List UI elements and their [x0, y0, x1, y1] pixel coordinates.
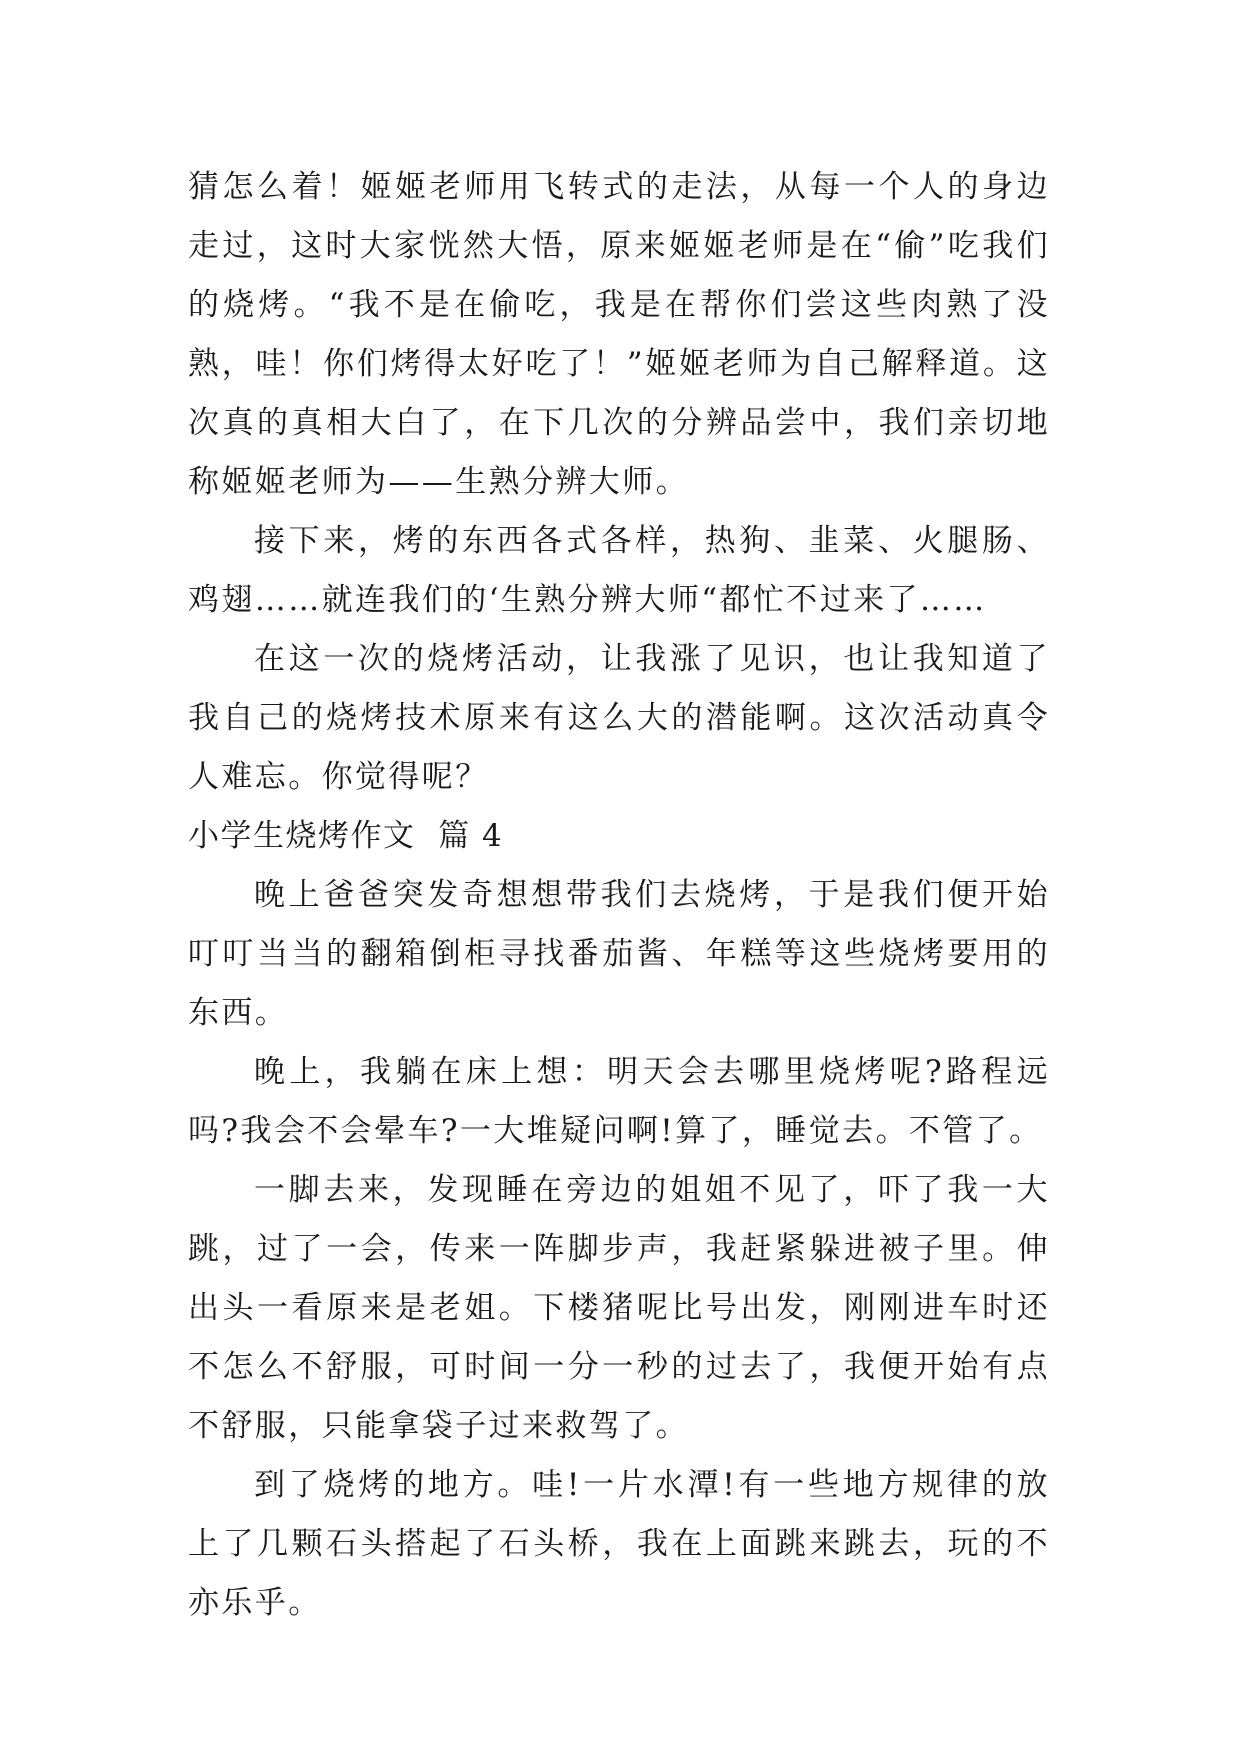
paragraph-6: 一脚去来，发现睡在旁边的姐姐不见了，吓了我一大跳，过了一会，传来一阵脚步声，我赶紧躲进被子里。伸出头一看原来是老姐。下楼猪呢比号出发，刚刚进车时还不怎么不舒服，可时间一分一秒的过去了，我便开始有点不舒服，只能拿袋子过来救驾了。 [188, 1172, 1050, 1444]
paragraph-3: 在这一次的烧烤活动，让我涨了见识，也让我知道了我自己的烧烤技术原来有这么大的潜能啊。这次活动真令人难忘。你觉得呢？ [188, 641, 1050, 795]
paragraph-5: 晚上，我躺在床上想：明天会去哪里烧烤呢?路程远吗?我会不会晕车?一大堆疑问啊!算了，睡觉去。不管了。 [188, 1054, 1050, 1149]
paragraph-2: 接下来，烤的东西各式各样，热狗、韭菜、火腿肠、鸡翅……就连我们的‘生熟分辨大师“都忙不过来了…… [188, 523, 1050, 618]
paragraph-4: 晚上爸爸突发奇想想带我们去烧烤，于是我们便开始叮叮当当的翻箱倒柜寻找番茄酱、年糕等这些烧烤要用的东西。 [188, 877, 1050, 1031]
section-heading: 小学生烧烤作文 篇 4 [188, 818, 504, 854]
paragraph-7: 到了烧烤的地方。哇!一片水潭!有一些地方规律的放上了几颗石头搭起了石头桥，我在上面跳来跳去，玩的不亦乐乎。 [188, 1467, 1050, 1621]
document-page [188, 158, 1050, 1633]
paragraph-1: 猜怎么着！姬姬老师用飞转式的走法，从每一个人的身边走过，这时大家恍然大悟，原来姬姬老师是在“偷”吃我们的烧烤。“我不是在偷吃，我是在帮你们尝这些肉熟了没熟，哇！你们烤得太好吃了！”姬姬老师为自己解释道。这次真的真相大白了，在下几次的分辨品尝中，我们亲切地称姬姬老师为——生熟分辨大师。 [188, 169, 1050, 500]
